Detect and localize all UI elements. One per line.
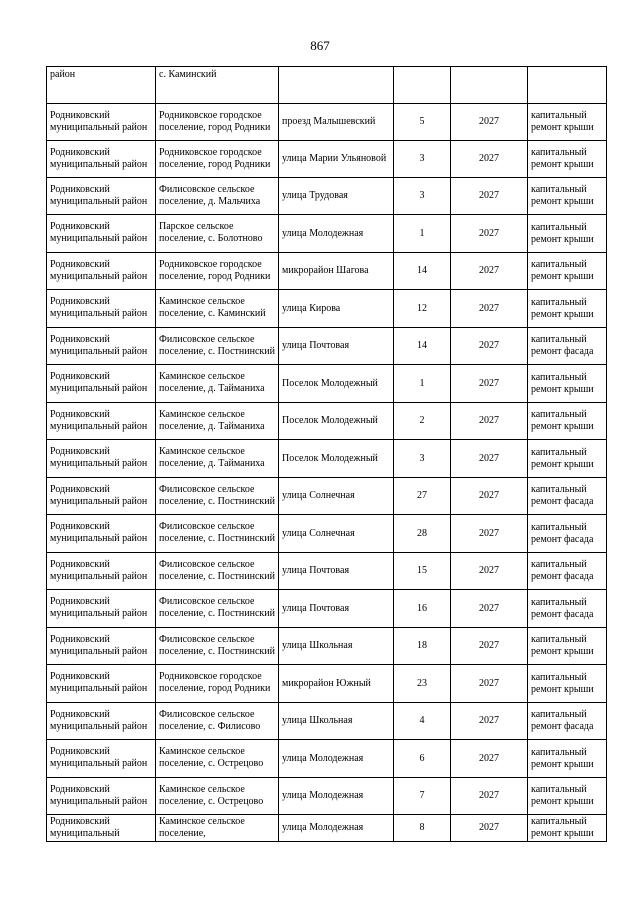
housing-repair-table <box>46 66 607 842</box>
street-cell: улица Молодежная <box>279 815 394 842</box>
district-cell: Родниковский муниципальный район <box>47 290 156 328</box>
table-row <box>47 215 607 253</box>
street-cell: улица Молодежная <box>279 215 394 253</box>
table-row <box>47 365 607 403</box>
settlement-cell: Родниковское городское поселение, город Родники <box>156 104 279 141</box>
settlement-cell: Родниковское городское поселение, город Родники <box>156 253 279 290</box>
work-type-cell: капитальный ремонт крыши <box>528 253 607 290</box>
settlement-cell: Филисовское сельское поселение, с. Постнинский <box>156 590 279 628</box>
settlement-cell: Парское сельское поселение, с. Болотново <box>156 215 279 253</box>
district-cell: Родниковский муниципальный район <box>47 253 156 290</box>
street-cell: проезд Малышевский <box>279 104 394 141</box>
table-row <box>47 253 607 290</box>
work-type-cell: капитальный ремонт крыши <box>528 215 607 253</box>
settlement-cell: Родниковское городское поселение, город Родники <box>156 665 279 703</box>
table-row <box>47 478 607 515</box>
house-cell: 6 <box>394 740 451 778</box>
district-cell: Родниковский муниципальный район <box>47 328 156 365</box>
work-type-cell: капитальный ремонт крыши <box>528 815 607 842</box>
district-cell: Родниковский муниципальный район <box>47 778 156 815</box>
district-cell: Родниковский муниципальный район <box>47 178 156 215</box>
district-cell: Родниковский муниципальный район <box>47 141 156 178</box>
year-cell: 2027 <box>451 440 528 478</box>
work-type-cell: капитальный ремонт крыши <box>528 440 607 478</box>
house-cell: 23 <box>394 665 451 703</box>
year-cell: 2027 <box>451 178 528 215</box>
street-cell: микрорайон Шагова <box>279 253 394 290</box>
district-cell: Родниковский муниципальный район <box>47 703 156 740</box>
house-cell: 1 <box>394 365 451 403</box>
street-cell: микрорайон Южный <box>279 665 394 703</box>
house-cell: 28 <box>394 515 451 553</box>
house-cell: 7 <box>394 778 451 815</box>
year-cell: 2027 <box>451 515 528 553</box>
district-cell: Родниковский муниципальный район <box>47 740 156 778</box>
settlement-cell: Каминское сельское поселение, д. Тайманиха <box>156 365 279 403</box>
district-cell: Родниковский муниципальный район <box>47 215 156 253</box>
year-cell: 2027 <box>451 290 528 328</box>
work-type-cell: капитальный ремонт крыши <box>528 665 607 703</box>
settlement-cell: Филисовское сельское поселение, с. Постнинский <box>156 628 279 665</box>
work-type-cell: капитальный ремонт фасада <box>528 515 607 553</box>
street-cell: Поселок Молодежный <box>279 440 394 478</box>
year-cell <box>451 67 528 104</box>
table-row <box>47 665 607 703</box>
district-cell: Родниковский муниципальный район <box>47 365 156 403</box>
settlement-cell: Филисовское сельское поселение, с. Постнинский <box>156 478 279 515</box>
settlement-cell: Каминское сельское поселение, <box>156 815 279 842</box>
street-cell: улица Почтовая <box>279 553 394 590</box>
page-number: 867 <box>310 38 330 53</box>
settlement-cell: Каминское сельское поселение, д. Тайманиха <box>156 440 279 478</box>
district-cell: район <box>47 67 156 104</box>
house-cell: 3 <box>394 440 451 478</box>
district-cell: Родниковский муниципальный район <box>47 515 156 553</box>
work-type-cell: капитальный ремонт фасада <box>528 553 607 590</box>
settlement-cell: Филисовское сельское поселение, д. Мальчиха <box>156 178 279 215</box>
street-cell: улица Школьная <box>279 703 394 740</box>
table-row <box>47 515 607 553</box>
street-cell: улица Почтовая <box>279 590 394 628</box>
work-type-cell: капитальный ремонт крыши <box>528 403 607 440</box>
year-cell: 2027 <box>451 703 528 740</box>
table-row <box>47 403 607 440</box>
year-cell: 2027 <box>451 365 528 403</box>
settlement-cell: Филисовское сельское поселение, с. Филисово <box>156 703 279 740</box>
table-row <box>47 778 607 815</box>
house-cell: 1 <box>394 215 451 253</box>
settlement-cell: Каминское сельское поселение, с. Острецово <box>156 778 279 815</box>
work-type-cell: капитальный ремонт крыши <box>528 104 607 141</box>
street-cell: улица Кирова <box>279 290 394 328</box>
house-cell: 18 <box>394 628 451 665</box>
table-row <box>47 815 607 842</box>
house-cell: 2 <box>394 403 451 440</box>
table-row <box>47 290 607 328</box>
house-cell: 14 <box>394 253 451 290</box>
street-cell: улица Почтовая <box>279 328 394 365</box>
year-cell: 2027 <box>451 104 528 141</box>
table-row <box>47 178 607 215</box>
work-type-cell <box>528 67 607 104</box>
work-type-cell: капитальный ремонт крыши <box>528 740 607 778</box>
table-row-continuation <box>47 67 607 104</box>
year-cell: 2027 <box>451 141 528 178</box>
street-cell: Поселок Молодежный <box>279 403 394 440</box>
settlement-cell: Филисовское сельское поселение, с. Постнинский <box>156 515 279 553</box>
house-cell <box>394 67 451 104</box>
street-cell: улица Трудовая <box>279 178 394 215</box>
year-cell: 2027 <box>451 553 528 590</box>
district-cell: Родниковский муниципальный район <box>47 665 156 703</box>
street-cell: улица Солнечная <box>279 478 394 515</box>
district-cell: Родниковский муниципальный район <box>47 478 156 515</box>
house-cell: 5 <box>394 104 451 141</box>
district-cell: Родниковский муниципальный район <box>47 590 156 628</box>
house-cell: 3 <box>394 178 451 215</box>
work-type-cell: капитальный ремонт фасада <box>528 590 607 628</box>
work-type-cell: капитальный ремонт фасада <box>528 478 607 515</box>
settlement-cell: с. Каминский <box>156 67 279 104</box>
district-cell: Родниковский муниципальный район <box>47 553 156 590</box>
district-cell: Родниковский муниципальный район <box>47 628 156 665</box>
work-type-cell: капитальный ремонт фасада <box>528 703 607 740</box>
house-cell: 8 <box>394 815 451 842</box>
street-cell: улица Школьная <box>279 628 394 665</box>
work-type-cell: капитальный ремонт крыши <box>528 290 607 328</box>
table-row <box>47 740 607 778</box>
house-cell: 27 <box>394 478 451 515</box>
table-row <box>47 328 607 365</box>
house-cell: 12 <box>394 290 451 328</box>
year-cell: 2027 <box>451 478 528 515</box>
table-row <box>47 703 607 740</box>
table-row <box>47 141 607 178</box>
district-cell: Родниковский муниципальный район <box>47 403 156 440</box>
year-cell: 2027 <box>451 328 528 365</box>
settlement-cell: Каминское сельское поселение, д. Тайманиха <box>156 403 279 440</box>
table-row <box>47 104 607 141</box>
year-cell: 2027 <box>451 815 528 842</box>
settlement-cell: Филисовское сельское поселение, с. Постнинский <box>156 553 279 590</box>
table-row <box>47 553 607 590</box>
street-cell: улица Солнечная <box>279 515 394 553</box>
work-type-cell: капитальный ремонт крыши <box>528 778 607 815</box>
year-cell: 2027 <box>451 215 528 253</box>
year-cell: 2027 <box>451 590 528 628</box>
year-cell: 2027 <box>451 253 528 290</box>
year-cell: 2027 <box>451 740 528 778</box>
district-cell: Родниковский муниципальный район <box>47 440 156 478</box>
house-cell: 16 <box>394 590 451 628</box>
settlement-cell: Родниковское городское поселение, город Родники <box>156 141 279 178</box>
work-type-cell: капитальный ремонт крыши <box>528 178 607 215</box>
table-row <box>47 440 607 478</box>
work-type-cell: капитальный ремонт фасада <box>528 328 607 365</box>
district-cell: Родниковский муниципальный <box>47 815 156 842</box>
settlement-cell: Каминское сельское поселение, с. Острецово <box>156 740 279 778</box>
settlement-cell: Каминское сельское поселение, с. Каминский <box>156 290 279 328</box>
street-cell: улица Марии Ульяновой <box>279 141 394 178</box>
year-cell: 2027 <box>451 665 528 703</box>
year-cell: 2027 <box>451 403 528 440</box>
work-type-cell: капитальный ремонт крыши <box>528 365 607 403</box>
district-cell: Родниковский муниципальный район <box>47 104 156 141</box>
settlement-cell: Филисовское сельское поселение, с. Постнинский <box>156 328 279 365</box>
house-cell: 14 <box>394 328 451 365</box>
street-cell: улица Молодежная <box>279 778 394 815</box>
house-cell: 15 <box>394 553 451 590</box>
house-cell: 3 <box>394 141 451 178</box>
year-cell: 2027 <box>451 628 528 665</box>
house-cell: 4 <box>394 703 451 740</box>
work-type-cell: капитальный ремонт крыши <box>528 141 607 178</box>
street-cell: Поселок Молодежный <box>279 365 394 403</box>
year-cell: 2027 <box>451 778 528 815</box>
table-body <box>47 67 607 842</box>
table-row <box>47 590 607 628</box>
work-type-cell: капитальный ремонт крыши <box>528 628 607 665</box>
street-cell: улица Молодежная <box>279 740 394 778</box>
table-row <box>47 628 607 665</box>
street-cell <box>279 67 394 104</box>
